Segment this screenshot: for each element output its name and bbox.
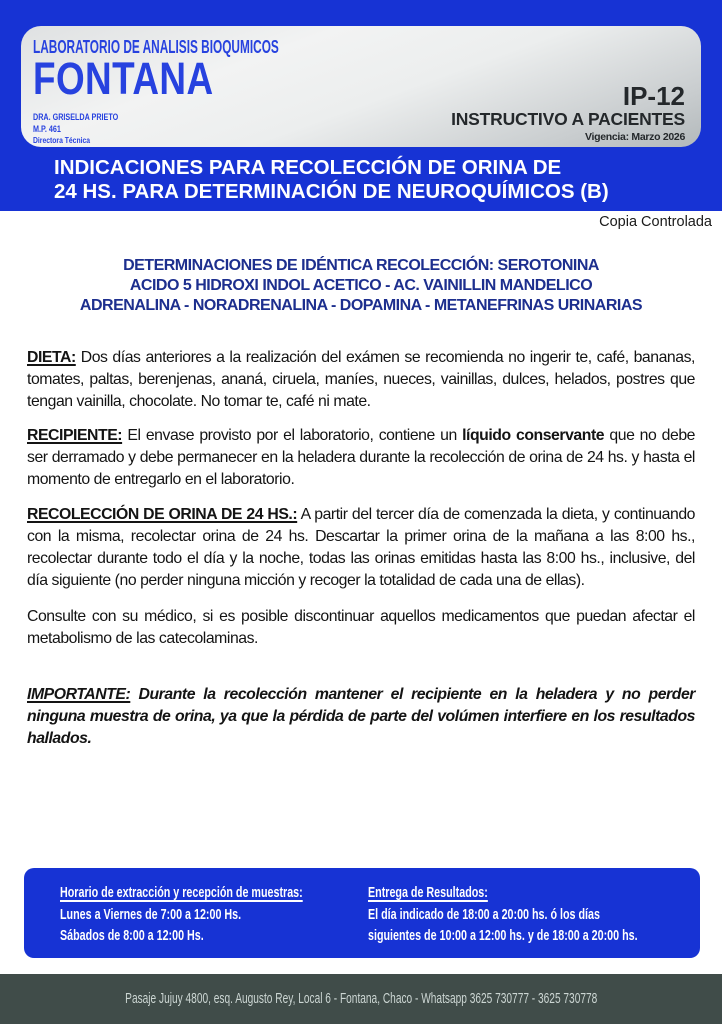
header-area [0,0,722,211]
schedule-right-column [368,883,638,958]
section-importante-text: Durante la recolección mantener el recipiente en la heladera y no perder ninguna muestra de orina, ya que la pérdida de parte del volúmen interfiere en los resultados hallados. [27,686,695,747]
director-registration: M.P. 461 [33,123,61,134]
doc-validity: Vigencia: Marzo 2026 [584,131,685,143]
section-recipiente [27,425,695,491]
section-recipiente-bold: líquido conservante [462,427,605,444]
section-consulta [27,606,695,650]
section-consulta-text: Consulte con su médico, si es posible discontinuar aquellos medicamentos que puedan afectar el metabolismo de las catecolaminas. [27,608,695,647]
doc-code: IP-12 [622,81,685,111]
footer-bar [0,974,722,1024]
footer-address: Pasaje Jujuy 4800, esq. Augusto Rey, Local 6 - Fontana, Chaco - Whatsapp 3625 730777 - 3625 730778 [124,991,598,1007]
title-line-1: INDICACIONES PARA RECOLECCIÓN DE ORINA DE [54,156,562,179]
schedule-hours-heading: Horario de extracción y recepción de muestras: [60,885,303,901]
lab-letterhead-card [21,26,701,147]
determination-line: ACIDO 5 HIDROXI INDOL ACETICO - AC. VAINILLIN MANDELICO [129,277,593,294]
doc-type-label: INSTRUCTIVO A PACIENTES [451,109,685,129]
brand-logo-text: FONTANA [33,53,214,104]
title-bar [21,147,701,204]
section-importante [27,684,695,750]
lab-name-line: LABORATORIO DE ANALISIS BIOQUMICOS [33,36,279,57]
schedule-box [24,868,700,958]
document-id-block [451,83,685,144]
copy-control-label: Copia Controlada [599,214,712,230]
section-recoleccion [27,504,695,592]
section-dieta-label: DIETA: [27,349,76,366]
director-name: DRA. GRISELDA PRIETO [33,112,119,122]
section-recipiente-text-1: El envase provisto por el laboratorio, contiene un [122,427,463,444]
section-recoleccion-text: A partir del tercer día de comenzada la dieta, y continuando con la misma, recolectar orina de 24 hs. Descartar la primer orina de la mañana a las 8:00 hs., recolectar durante todo el día y la noche, todas las orinas emitidas hasta las 8:00 hs., inclusive, del día siguiente (no perder ninguna micción y recoger la totalidad de cada una de ellas). [27,506,695,589]
section-recoleccion-label: RECOLECCIÓN DE ORINA DE 24 HS.: [27,506,298,523]
determinations-list [27,256,695,316]
schedule-left-column [60,883,303,958]
section-dieta-text: Dos días anteriores a la realización del exámen se recomienda no ingerir te, café, bananas, tomates, paltas, berenjenas, ananá, ciruela, maníes, nueces, vainillas, dulces, helados, postres que tengan vainilla, chocolate. No tomar te, café ni mate. [27,349,695,410]
section-recipiente-text-2: que no debe ser derramado y debe permanecer en la heladera durante la recolección de orina de 24 hs. y hasta el momento de entregarlo en el laboratorio. [27,427,695,488]
results-delivery-line: El día indicado de 18:00 a 20:00 hs. ó los días [368,906,600,923]
section-dieta [27,347,695,413]
director-role: Directora Técnica [33,135,91,145]
results-delivery-heading: Entrega de Resultados: [368,885,488,901]
section-importante-label: IMPORTANTE: [27,686,131,703]
title-line-2: 24 HS. PARA DETERMINACIÓN DE NEUROQUÍMICOS (B) [54,180,609,203]
body-area [0,211,722,958]
determination-line: DETERMINACIONES DE IDÉNTICA RECOLECCIÓN: SEROTONINA [123,257,599,274]
schedule-hours-line: Lunes a Viernes de 7:00 a 12:00 Hs. [60,906,242,923]
determination-line: ADRENALINA - NORADRENALINA - DOPAMINA - METANEFRINAS URINARIAS [79,297,643,314]
section-recipiente-label: RECIPIENTE: [27,427,123,444]
results-delivery-line: siguientes de 10:00 a 12:00 hs. y de 18:00 a 20:00 hs. [368,928,638,944]
schedule-hours-line: Sábados de 8:00 a 12:00 Hs. [60,928,204,944]
